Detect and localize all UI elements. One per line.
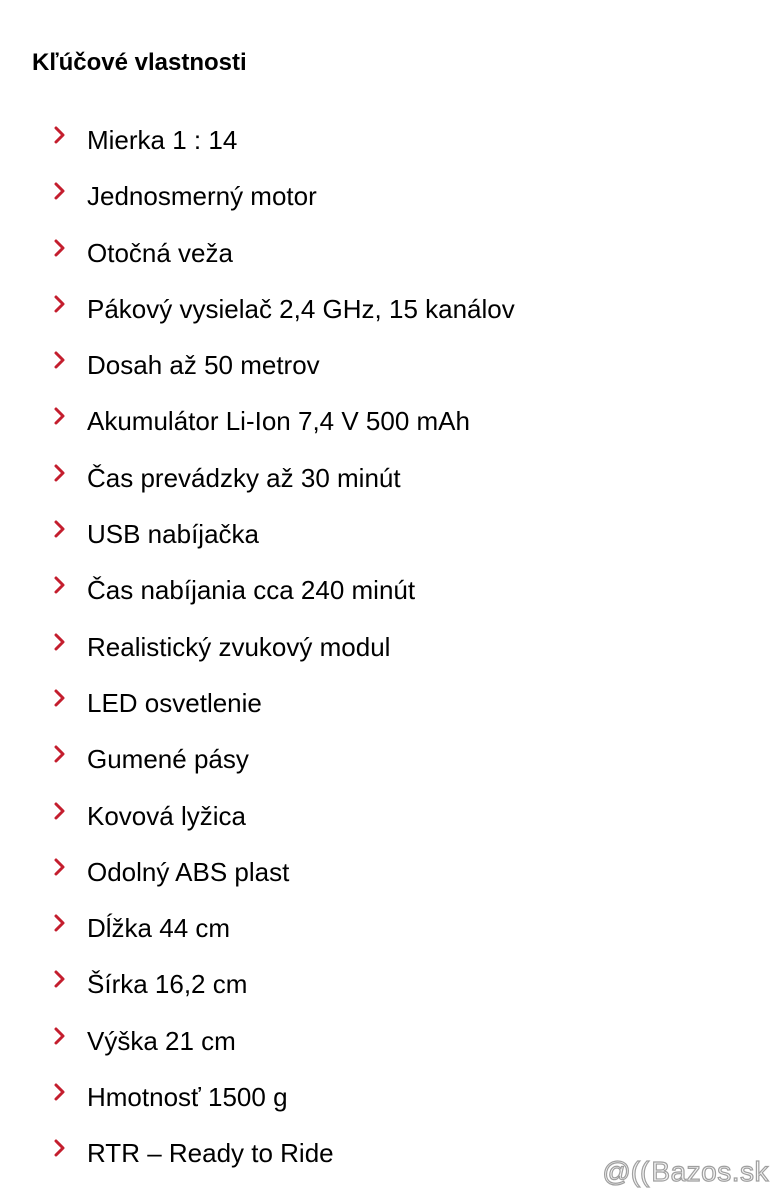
chevron-right-icon (53, 181, 67, 201)
list-item (0, 847, 783, 903)
list-item (0, 565, 783, 621)
list-item (0, 115, 783, 171)
chevron-right-icon (53, 801, 67, 821)
chevron-right-icon (53, 575, 67, 595)
chevron-right-icon (53, 463, 67, 483)
list-item (0, 509, 783, 565)
watermark (602, 1154, 769, 1190)
chevron-right-icon (53, 125, 67, 145)
feature-label: Mierka 1 : 14 (87, 125, 238, 155)
list-item (0, 1072, 783, 1128)
chevron-right-icon (53, 238, 67, 258)
list-item (0, 453, 783, 509)
chevron-right-icon (53, 632, 67, 652)
feature-label: Čas nabíjania cca 240 minút (87, 575, 416, 606)
feature-label: LED osvetlenie (87, 687, 262, 718)
feature-label: Gumené pásy (87, 744, 249, 775)
chevron-right-icon (53, 406, 67, 426)
section-heading: Kľúčové vlastnosti (32, 49, 247, 76)
list-item (0, 340, 783, 396)
chevron-right-icon (53, 1082, 67, 1102)
feature-label: Otočná veža (87, 237, 233, 268)
feature-label: Pákový vysielač 2,4 GHz, 15 kanálov (87, 293, 515, 324)
feature-label: Výška 21 cm (87, 1025, 236, 1056)
feature-label: RTR – Ready to Ride (87, 1138, 334, 1169)
watermark-text: Bazos.sk (651, 1156, 769, 1187)
feature-label: Dĺžka 44 cm (87, 913, 231, 944)
list-item (0, 284, 783, 340)
chevron-right-icon (53, 350, 67, 370)
chevron-right-icon (53, 519, 67, 539)
chevron-right-icon (53, 969, 67, 989)
feature-label: Realistický zvukový modul (87, 631, 391, 662)
list-item (0, 396, 783, 452)
chevron-right-icon (53, 294, 67, 314)
feature-label: Šírka 16,2 cm (87, 969, 248, 1000)
feature-label: Odolný ABS plast (87, 856, 290, 887)
feature-label: Dosah až 50 metrov (87, 350, 320, 381)
watermark-logo-icon: @(( (602, 1156, 650, 1187)
list-item (0, 1016, 783, 1072)
list-item (0, 959, 783, 1015)
list-item (0, 791, 783, 847)
feature-label: Kovová lyžica (87, 800, 246, 831)
feature-label: Jednosmerný motor (87, 181, 317, 212)
list-item (0, 228, 783, 284)
chevron-right-icon (53, 857, 67, 877)
feature-label: Akumulátor Li-Ion 7,4 V 500 mAh (87, 406, 470, 437)
list-item (0, 171, 783, 227)
list-item (0, 622, 783, 678)
feature-label: Hmotnosť 1500 g (87, 1082, 288, 1113)
list-item (0, 734, 783, 790)
chevron-right-icon (53, 688, 67, 708)
features-list (0, 115, 783, 1185)
feature-label: Čas prevádzky až 30 minút (87, 462, 401, 493)
list-item (0, 903, 783, 959)
chevron-right-icon (53, 1026, 67, 1046)
chevron-right-icon (53, 1138, 67, 1158)
chevron-right-icon (53, 744, 67, 764)
feature-label: USB nabíjačka (87, 519, 259, 550)
list-item (0, 678, 783, 734)
chevron-right-icon (53, 913, 67, 933)
